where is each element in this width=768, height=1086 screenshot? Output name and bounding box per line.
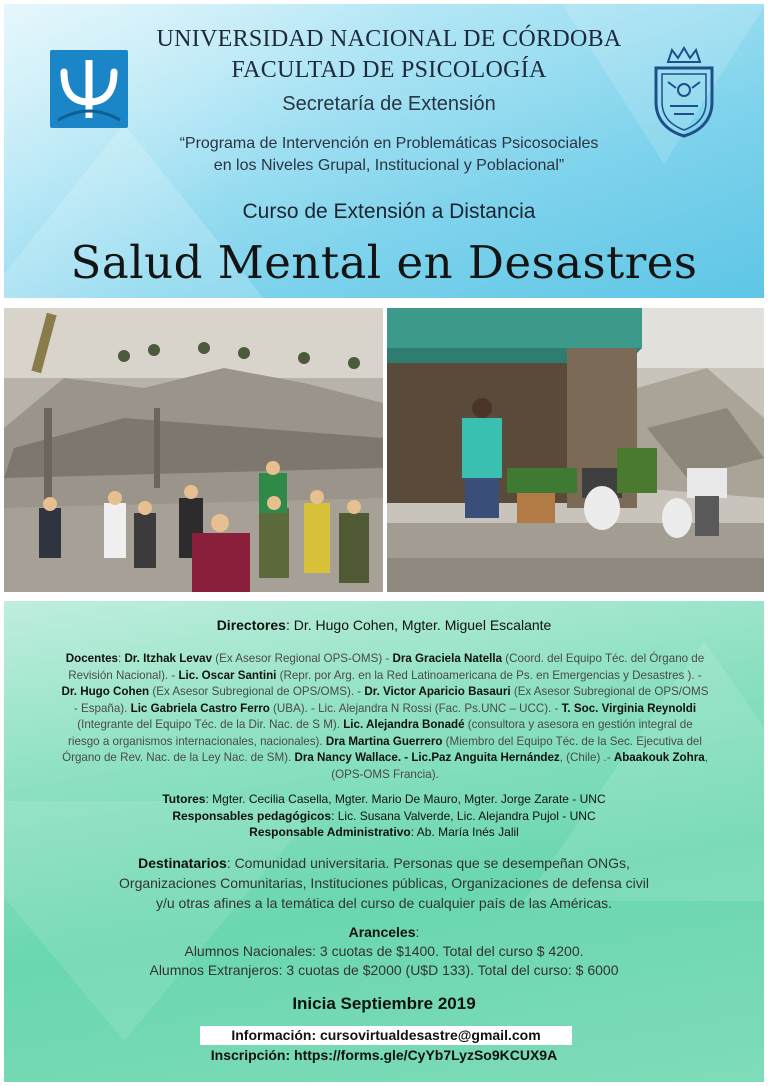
pedagogicos-line <box>34 808 734 825</box>
docente-detail: (Ex Asesor Regional OPS-OMS) - <box>212 652 393 665</box>
photo-rubble-rescue <box>4 308 383 592</box>
start-date: Inicia Septiembre 2019 <box>292 994 476 1013</box>
pedagogicos-text: : Lic. Susana Valverde, Lic. Alejandra Pujol - UNC <box>331 808 596 823</box>
docente-name: Dr. Itzhak Levav <box>124 652 213 665</box>
docente-detail: (Coord. del Equipo Téc. del Órgano de Revisión Nacional). - <box>68 652 705 682</box>
docente-detail: , (Chile) .- <box>559 751 614 764</box>
docente-detail: , (OPS-OMS Francia). <box>331 751 708 781</box>
docente-name: Dra Martina Guerrero <box>325 734 443 748</box>
administrativo-line <box>34 824 734 841</box>
docente-name: Abaakouk Zohra <box>613 751 705 764</box>
extranjeros-label: Alumnos Extranjeros <box>149 962 279 978</box>
docente-detail: (UBA). - Lic. Alejandra N Rossi (Fac. Ps.UNC – UCC). - <box>269 701 562 715</box>
nacionales-text: : 3 cuotas de $1400. Total del curso $ 4200. <box>312 943 584 959</box>
docente-name: Lic Gabriela Castro Ferro <box>130 701 270 715</box>
aranceles-block <box>34 923 734 980</box>
docente-detail: (consultora y asesora en gestión integral de riesgo a organismos internacionales, nacionales). <box>68 718 693 748</box>
docente-name: Lic. Alejandra Bonadé <box>343 718 465 731</box>
tutores-line <box>34 791 734 808</box>
information-email[interactable]: Información: cursovirtualdesastre@gmail.com <box>200 1026 572 1045</box>
tutores-text: : Mgter. Cecilia Casella, Mgter. Mario De Mauro, Mgter. Jorge Zarate - UNC <box>205 792 606 806</box>
extranjeros-text: : 3 cuotas de $2000 (U$D 133). Total del curso: $ 6000 <box>278 962 619 978</box>
directors-label: Directores <box>216 617 286 633</box>
docente-name: Lic. Oscar Santini <box>178 668 277 682</box>
photo-street-market <box>387 308 764 592</box>
docente-detail: (Ex Asesor Subregional de OPS/OMS - España). <box>73 685 709 715</box>
inscription-link[interactable]: Inscripción: https://forms.gle/CyYb7LyzSo9KCUX9A <box>210 1047 558 1063</box>
program-line-2: en los Niveles Grupal, Institucional y Poblacional” <box>213 157 565 174</box>
docentes-paragraph: Docentes: Dr. Itzhak Levav (Ex Asesor Regional OPS-OMS) - Dra Graciela Natella (Coord. del Equipo Téc. del Órgano de Revisión Nacional). - Lic. Oscar Santini (Repr. por Arg. en la Red Latinoamericana de Ps. en Emergencias y Desastres ). - Dr. Hugo Cohen (Ex Asesor Subregional de OPS/OMS). - Dr. Victor Aparicio Basauri (Ex Asesor Subregional de OPS/OMS - España). Lic Gabriela Castro Ferro (UBA). - Lic. Alejandra N Rossi (Fac. Ps.UNC – UCC). - T. Soc. Virginia Reynoldi (Integrante del Equipo Téc. de la Dir. Nac. de S M). Lic. Alejandra Bonadé (consultora y asesora en gestión integral de riesgo a organismos internacionales, nacionales). Dra Martina Guerrero (Miembro del Equipo Téc. de la Sec. Ejecutiva del Órgano de Rev. Nac. de la Ley Nac. de SM). Dra Nancy Wallace. - Lic.Paz Anguita Hernández, (Chile) .- Abaakouk Zohra, (OPS-OMS Francia). <box>61 652 709 781</box>
header-banner <box>4 4 764 298</box>
docente-name: Dr. Victor Aparicio Basauri <box>364 685 511 698</box>
docente-name: Dr. Hugo Cohen <box>61 685 150 698</box>
destinatarios-line-2: Organizaciones Comunitarias, Instituciones públicas, Organizaciones de defensa civil <box>119 875 649 891</box>
directors-text: : Dr. Hugo Cohen, Mgter. Miguel Escalante <box>285 617 552 633</box>
destinatarios-block <box>44 853 724 913</box>
docentes-label: Docentes <box>65 652 118 665</box>
program-line-1: “Programa de Intervención en Problemáticas Psicosociales <box>179 135 599 152</box>
docente-detail: (Miembro del Equipo Téc. de la Sec. Ejecutiva del Órgano de Rev. Nac. de la Ley Nac. de SM). <box>62 734 702 764</box>
docente-name: Dra Nancy Wallace. - Lic.Paz Anguita Hernández <box>294 751 560 764</box>
docente-detail: (Repr. por Arg. en la Red Latinoamericana de Ps. en Emergencias y Desastres ). - <box>276 668 702 682</box>
administrativo-label: Responsable Administrativo <box>249 825 411 839</box>
docente-name: Dra Graciela Natella <box>392 652 503 665</box>
psi-logo-icon <box>50 50 128 128</box>
aranceles-colon: : <box>415 924 420 940</box>
staff-block <box>34 791 734 841</box>
destinatarios-line-3: y/u otras afines a la temática del curso de cualquier país de las Américas. <box>155 895 612 911</box>
aranceles-label: Aranceles <box>348 924 416 940</box>
secretary-name: Secretaría de Extensión <box>282 93 496 115</box>
docente-name: T. Soc. Virginia Reynoldi <box>561 701 697 715</box>
docente-detail: (Integrante del Equipo Téc. de la Dir. Nac. de S M). <box>77 718 344 731</box>
tutores-label: Tutores <box>162 792 206 806</box>
course-title: Salud Mental en Desastres <box>70 236 698 289</box>
destinatarios-line-1: : Comunidad universitaria. Personas que se desempeñan ONGs, <box>226 855 630 871</box>
destinatarios-label: Destinatarios <box>138 855 227 871</box>
university-name: UNIVERSIDAD NACIONAL DE CÓRDOBA <box>156 26 622 52</box>
directors-line <box>34 617 734 633</box>
nacionales-label: Alumnos Nacionales <box>184 943 313 959</box>
university-crest-icon <box>648 44 720 140</box>
docente-detail: (Ex Asesor Subregional de OPS/OMS). - <box>149 685 365 698</box>
pedagogicos-label: Responsables pedagógicos <box>172 808 332 823</box>
administrativo-text: : Ab. María Inés Jalil <box>410 825 519 839</box>
faculty-name: FACULTAD DE PSICOLOGÍA <box>231 57 547 83</box>
course-type: Curso de Extensión a Distancia <box>242 200 536 223</box>
info-panel <box>4 601 764 1082</box>
